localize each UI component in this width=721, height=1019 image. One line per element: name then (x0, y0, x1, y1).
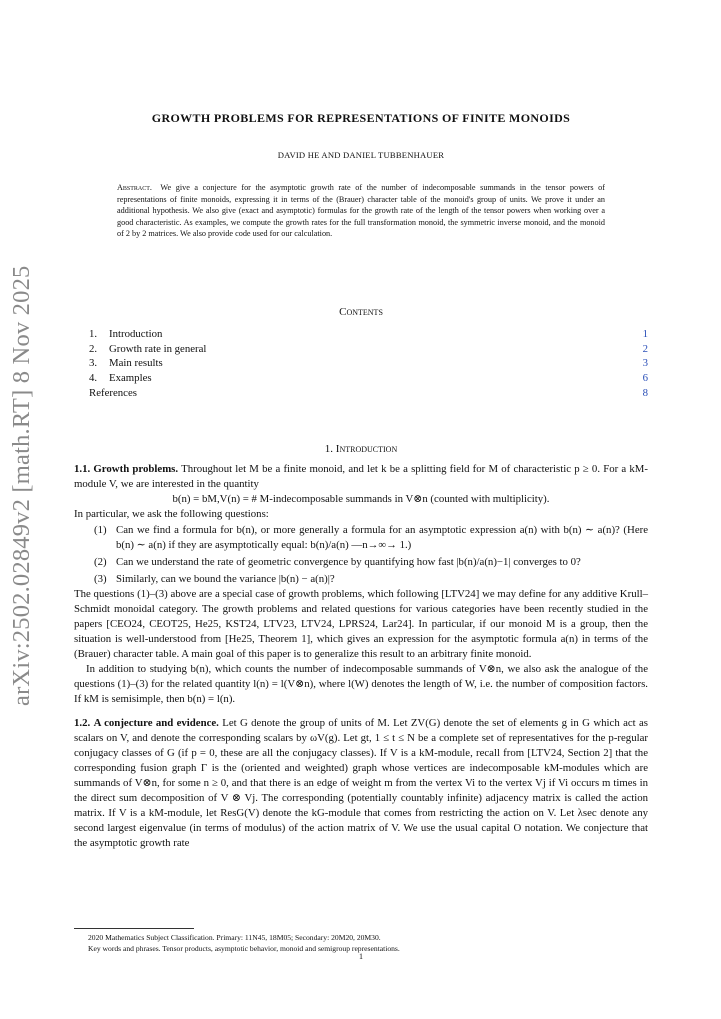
list-item-number: (2) (94, 556, 107, 568)
footnote-msc: 2020 Mathematics Subject Classification. Primary: 11N45, 18M05; Secondary: 20M20, 20M30. (88, 933, 381, 942)
list-item-text: Can we understand the rate of geometric convergence by quantifying how fast |b(n)/a(n)−1| converges to 0? (116, 556, 581, 568)
footnotes (88, 932, 648, 954)
toc-entry-references[interactable] (89, 386, 648, 401)
section-heading-introduction: 1. Introduction (324, 443, 398, 455)
display-equation: b(n) = bM,V(n) = # M-indecomposable summands in V⊗n (counted with multiplicity). (172, 493, 550, 505)
page-number: 1 (359, 952, 363, 961)
list-item-text: Similarly, can we bound the variance |b(n) − a(n)|? (116, 573, 335, 585)
toc-entry-growth-rate[interactable] (89, 342, 648, 357)
toc-entry-number: 3. (89, 357, 98, 370)
paragraph-growth-problems (74, 462, 648, 492)
toc-entry-label[interactable]: Growth rate in general (109, 342, 207, 355)
toc-entry-label[interactable]: Main results (109, 357, 163, 370)
toc-page-link[interactable]: 1 (642, 328, 648, 340)
paragraph-text: Throughout let M be a finite monoid, and let k be a splitting field for M of characteristic p ≥ 0. For a kM-module V, we are interested in the quantity (74, 463, 648, 490)
toc-page-link[interactable]: 3 (642, 357, 648, 370)
footnote-divider (74, 928, 194, 929)
toc-entry-label[interactable]: References (89, 386, 137, 399)
toc-entry-label[interactable]: Introduction (109, 328, 163, 340)
paragraph-related-work: The questions (1)–(3) above are a special case of growth problems, which following [LTV24] we may define for any additive Krull–Schmidt monoidal category. The growth problems and related questions for various categories have been recently studied in the papers [CEO24, CEOT25, He25, KST24, LTV23, LTV24, LPRS24, Lar24]. In particular, if our monoid M is a group, then the situation is well-understood from [He25, Theorem 1], which gives an expression for the asymptotic formula a(n) in terms of the (Brauer) character table. A main goal of this paper is to generalize this result to an arbitrary finite monoid. (74, 588, 648, 660)
list-item (94, 523, 648, 553)
paragraph-text: Let G denote the group of units of M. Let ZV(G) denote the set of elements g in G which act as scalars on V, and denote the corresponding scalars by ωV(g). Let gt, 1 ≤ t ≤ N be a complete set of representatives for the p-regular conjugacy classes of G (if p = 0, these are all the conjugacy classes). If V is a kM-module, recall from [LTV24, Section 2] that the corresponding fusion graph Γ is the (oriented and weighted) graph whose vertices are indecomposable kM-modules which are summands of V⊗n, for some n ≥ 0, and that there is an edge of weight m from the vertex Vi to the vertex Vj if Vi occurs m times in the direct sum decomposition of V ⊗ Vj. The corresponding (potentially countably infinite) adjacency matrix is called the action matrix. If V is a kM-module, let ResG(V) denote the kG-module that comes from restricting the action on V. Let λsec denote any second largest eigenvalue (in terms of modulus) of the action matrix of V. We use the usual capital O notation. We conjecture that the asymptotic growth rate (74, 717, 648, 849)
questions-list (74, 523, 648, 587)
abstract-heading: Abstract. (117, 183, 152, 192)
abstract-text: We give a conjecture for the asymptotic growth rate of the number of indecomposable summands in the tensor powers of representations of finite monoids, expressing it in terms of the (Brauer) character table of the monoid's group of units. We prove it under an additional hypothesis. We also give (exact and asymptotic) formulas for the growth rate of the length of the tensor powers when working over a good characteristic. As examples, we compute the growth rates for the full transformation monoid, the symmetric inverse monoid, and the monoid of 2 by 2 matrices. We also provide code used for our calculation. (117, 183, 605, 239)
abstract (117, 182, 605, 240)
toc-entry-number: 4. (89, 372, 98, 385)
subsection-number: 1.2. (74, 717, 91, 729)
subsection-heading: A conjecture and evidence. (93, 717, 219, 729)
subsection-heading: Growth problems. (93, 463, 179, 475)
contents-heading: Contents (339, 306, 383, 318)
paper-authors: DAVID HE AND DANIEL TUBBENHAUER (277, 150, 445, 160)
toc-entry-main-results[interactable] (89, 356, 648, 371)
toc-entry-introduction[interactable] (89, 327, 648, 342)
section-body (74, 462, 648, 851)
list-item (94, 555, 648, 570)
paragraph-conjecture (74, 716, 648, 851)
toc-entry-examples[interactable] (89, 371, 648, 386)
paper-title: GROWTH PROBLEMS FOR REPRESENTATIONS OF FINITE MONOIDS (151, 111, 571, 125)
list-item-text: Can we find a formula for b(n), or more generally a formula for an asymptotic expression a(n) with b(n) ∼ a(n)? (Here b(n) ∼ a(n) if they are asymptotically equal: b(n)/a(n) —n→∞→ 1.) (116, 524, 648, 551)
list-item (94, 572, 648, 587)
toc-page-link[interactable]: 2 (642, 342, 648, 355)
footnote-keywords: Key words and phrases. Tensor products, asymptotic behavior, monoid and semigroup representations. (88, 944, 400, 953)
list-item-number: (3) (94, 573, 107, 585)
paragraph-length: In addition to studying b(n), which counts the number of indecomposable summands of V⊗n, we also ask the analogue of the questions (1)–(3) for the related quantity l(n) = l(V⊗n), where l(W) denotes the length of W, i.e. the number of composition factors. If kM is semisimple, then b(n) = l(n). (74, 663, 648, 705)
list-item-number: (1) (94, 524, 107, 536)
arxiv-side-stamp: arXiv:2502.02849v2 [math.RT] 8 Nov 2025 (8, 265, 35, 706)
toc-entry-label[interactable]: Examples (109, 372, 152, 385)
toc-entry-number: 1. (89, 328, 98, 340)
subsection-number: 1.1. (74, 463, 91, 475)
toc-page-link[interactable]: 8 (642, 386, 648, 399)
table-of-contents (89, 327, 648, 400)
toc-page-link[interactable]: 6 (642, 372, 648, 385)
toc-entry-number: 2. (89, 342, 98, 355)
questions-lead: In particular, we ask the following questions: (74, 508, 269, 520)
